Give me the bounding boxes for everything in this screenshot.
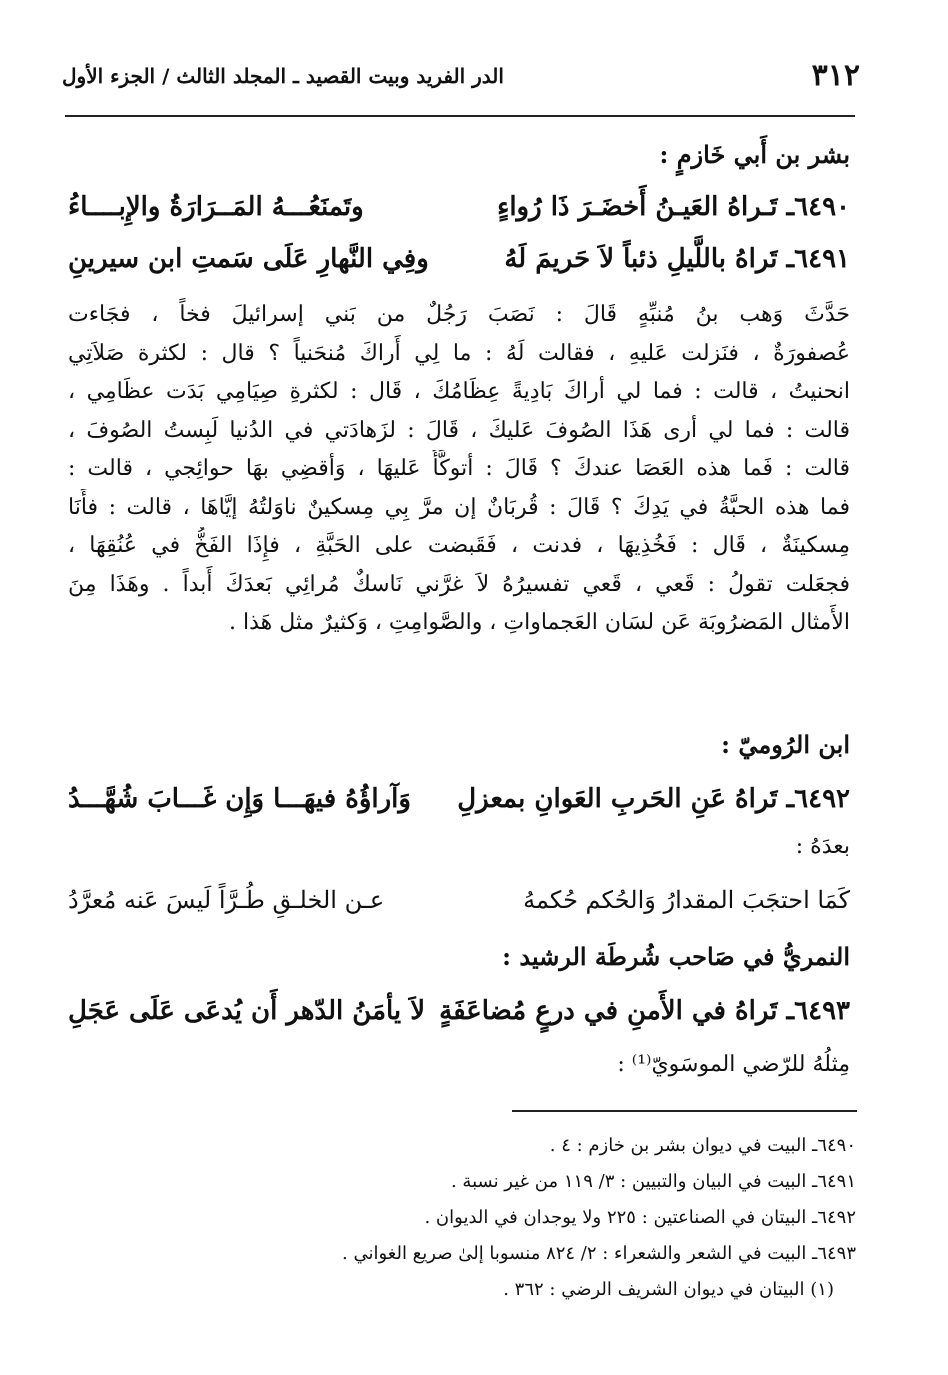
prose-line: قالت : فَما هذه العَصَا عندكَ ؟ قَالَ : أتوكَّأُ عَليهَا ، وَأقضِي بهَا حوائِجي ، قالت :: [68, 456, 850, 481]
footnote: ٦٤٩١ـ البيت في البيان والتبيين : ٣/ ١١٩ من غير نسبة .: [450, 1171, 856, 1192]
verse-first-hemistich: ٦٤٩١ـ تَراهُ باللَّيلِ ذئباً لاَ حَريمَ لَهُ: [504, 244, 850, 274]
page-number: ٣١٢: [811, 58, 860, 93]
footnote-divider: [512, 1110, 857, 1112]
verse-second-hemistich: وَآراؤُهُ فيهَـــا وَإِن غَـــابَ شُهَّـــدُ: [68, 784, 411, 814]
header-divider: [65, 115, 855, 117]
verse-second-hemistich: وتَمنَعُـــهُ المَــرَارَةُ والإِبــــاءُ: [68, 192, 364, 222]
prose-line: فجعَلت تقولُ : قَعي ، قَعي تفسيرُهُ لاَ غرَّني نَاسكٌ مُرائِي بَعدَكَ أَبداً . وهَذَا مِنَ: [68, 571, 850, 597]
after-label: بعدَهُ :: [795, 834, 850, 859]
running-title: الدر الفريد وبيت القصيد ـ المجلد الثالث / الجزء الأول: [62, 64, 504, 88]
footnote: (١) البيتان في ديوان الشريف الرضي : ٣٦٢ .: [503, 1279, 834, 1300]
prose-line: انحنيتُ ، قالت : فما لي أراكَ بَادِيةً عِظَامُكَ ، قَال : لكثرةِ صِيَامِي بَدَت عظَامِي ،: [68, 379, 850, 404]
poet-name: النمريُّ في صَاحب شُرطَة الرشيد :: [502, 942, 850, 971]
page-header: [62, 58, 860, 98]
verse-first-hemistich: كَمَا احتجَبَ المقدارُ وَالحُكم حُكمهُ: [523, 886, 850, 914]
poet-name: بشر بن أَبي خَازمٍ :: [659, 140, 850, 169]
prose-paragraph: [68, 296, 850, 643]
footnote: ٦٤٩٢ـ البيتان في الصناعتين : ٢٢٥ ولا يوجدان في الديوان .: [424, 1207, 856, 1228]
verse-second-hemistich: وفِي النَّهارِ عَلَى سَمتِ ابن سيرينِ: [68, 244, 429, 274]
verse-first-hemistich: ٦٤٩٣ـ تَراهُ في الأَمنِ في درعٍ مُضاعَفَةٍ: [439, 996, 850, 1026]
prose-line: حَدَّثَ وَهب بنُ مُنبِّهٍ قَالَ : نَصَبَ رَجُلٌ من بَني إسرائيلَ فخاً ، فجَاءت: [68, 302, 850, 327]
footnote: ٦٤٩٠ـ البيت في ديوان بشر بن خازم : ٤ .: [549, 1135, 856, 1156]
verse-second-hemistich: عـن الخلـقِ طُـرَّاً لَيسَ عَنه مُعرَّدُ: [68, 886, 385, 914]
prose-line: عُصفورَةٌ ، فنَزلت عَليهِ ، فقالت لَهُ : ما لِي أَراكَ مُنحَنياً ؟ قال : لكثرة صَلاَتِي: [68, 340, 850, 366]
verse-first-hemistich: ٦٤٩٠ـ تَـراهُ العَيـنُ أَخضَـرَ ذَا رُواءٍ: [497, 192, 850, 222]
footnote: ٦٤٩٣ـ البيت في الشعر والشعراء : ٢/ ٨٢٤ منسوبا إلىٰ صريع الغواني .: [342, 1243, 856, 1264]
footnotes: [80, 1128, 856, 1308]
prose-line: قالت : فما لي أرى هَذَا الصُوفَ عَليكَ ، قَالَ : لزَهادَتي في الدُنيا لَبِستُ الصُوفَ ،: [68, 417, 850, 443]
prose-line: فما هذه الحبَّةُ في يَدِكَ ؟ قَالَ : قُربَانٌ إن مرَّ بِي مِسكينٌ ناوَلتُهُ إيَّاهَا ، قالت : فأَنَا: [68, 494, 850, 520]
verse-second-hemistich: لاَ يأمَنُ الدّهر أَن يُدعَى عَلَى عَجَلِ: [68, 996, 426, 1026]
similar-label: مِثلُهُ للرّضي الموسَويّ⁽¹⁾ :: [617, 1052, 850, 1077]
verse-first-hemistich: ٦٤٩٢ـ تَراهُ عَنِ الحَربِ العَوانِ بمعزلِ: [457, 784, 850, 814]
prose-line: مِسكينَةٌ ، قَال : فَخُذِيهَا ، فدنت ، فَقَبضت على الحَبَّةِ ، فإِذَا الفَخُّ في عُنُقِهَا ،: [68, 533, 850, 558]
prose-line: الأَمثال المَضرُوبَة عَن لسَان العَجماواتِ ، والصَّوامِتِ ، وَكثيرٌ مثل هَذا .: [229, 610, 850, 635]
poet-name: ابن الرُوميّ :: [721, 730, 850, 759]
